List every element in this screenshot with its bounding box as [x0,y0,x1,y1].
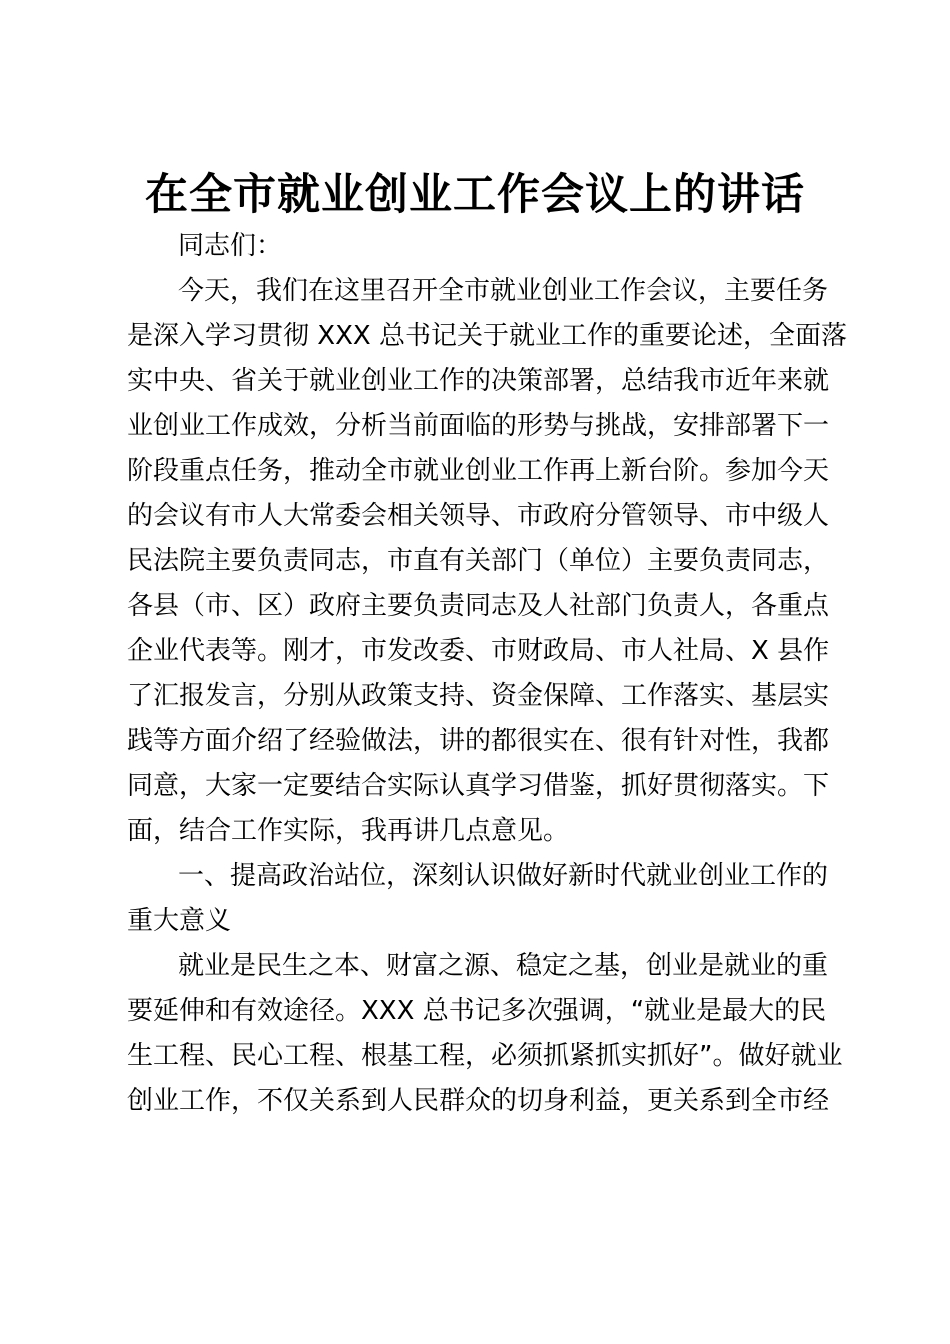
body-line: 了汇报发言，分别从政策支持、资金保障、工作落实、基层实 [127,681,830,711]
body-line: 阶段重点任务，推动全市就业创业工作再上新台阶。参加今天 [127,456,830,486]
body-line: 各县（市、区）政府主要负责同志及人社部门负责人，各重点 [127,591,830,621]
body-line: 实中央、省关于就业创业工作的决策部署，总结我市近年来就 [127,366,830,396]
body-line: 要延伸和有效途径。XXX 总书记多次强调，“就业是最大的民 [127,996,827,1026]
body-line: 业创业工作成效，分析当前面临的形势与挑战，安排部署下一 [127,411,830,441]
body-line: 生工程、民心工程、根基工程，必须抓紧抓实抓好”。做好就业 [127,1041,843,1071]
body-line: 企业代表等。刚才，市发改委、市财政局、市人社局、X 县作 [127,636,830,666]
document-title: 在全市就业创业工作会议上的讲话 [145,170,805,220]
body-line: 同意，大家一定要结合实际认真学习借鉴，抓好贯彻落实。下 [127,771,830,801]
body-line: 的会议有市人大常委会相关领导、市政府分管领导、市中级人 [127,501,830,531]
body-line: 就业是民生之本、财富之源、稳定之基，创业是就业的重 [178,951,829,981]
body-line: 民法院主要负责同志，市直有关部门（单位）主要负责同志， [127,546,830,576]
body-line: 践等方面介绍了经验做法，讲的都很实在、很有针对性，我都 [127,726,830,756]
body-line: 创业工作，不仅关系到人民群众的切身利益，更关系到全市经 [127,1086,830,1116]
section-heading: 重大意义 [127,906,232,936]
body-line: 今天，我们在这里召开全市就业创业工作会议，主要任务 [178,276,829,306]
salutation: 同志们： [178,231,283,261]
section-heading: 一、提高政治站位，深刻认识做好新时代就业创业工作的 [178,861,829,891]
body-line: 面，结合工作实际，我再讲几点意见。 [127,816,570,846]
body-line: 是深入学习贯彻 XXX 总书记关于就业工作的重要论述，全面落 [127,321,847,351]
